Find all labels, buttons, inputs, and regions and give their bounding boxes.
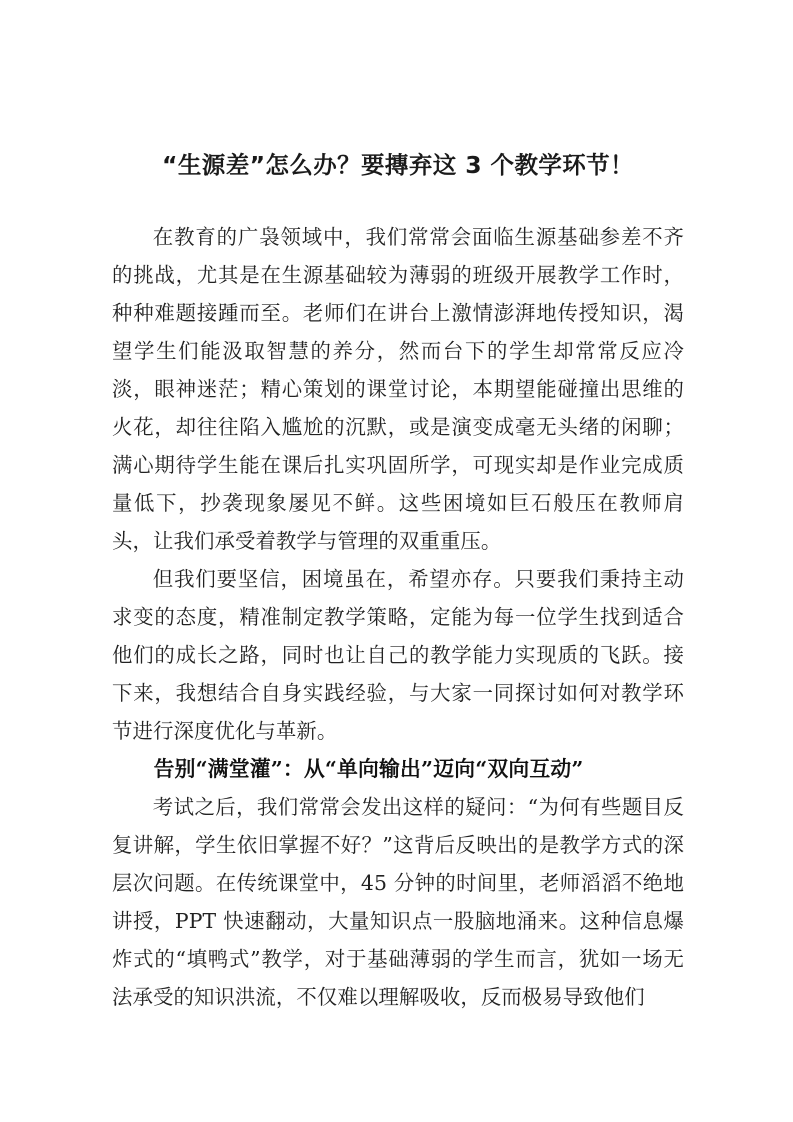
paragraph-3: 考试之后，我们常常会发出这样的疑问：“为何有些题目反复讲解，学生依旧掌握不好？”这背后反映出的是教学方式的深层次问题。在传统课堂中，45 分钟的时间里，老师滔滔不绝地讲授，PPT 快速翻动，大量知识点一股脑地涌来。这种信息爆炸式的“填鸭式”教学，对于基础薄弱的学生而言，犹如一场无法承受的知识洪流，不仅难以理解吸收，反而极易导致他们 [112,795,684,1009]
paragraph-1: 在教育的广袅领域中，我们常常会面临生源基础参差不齐的挑战，尤其是在生源基础较为薄弱的班级开展教学工作时，种种难题接踵而至。老师们在讲台上激情澎湃地传授知识，渴望学生们能汲取智慧的养分，然而台下的学生却常常反应冷淡，眼神迷茫；精心策划的课堂讨论，本期望能碰撞出思维的火花，却往往陷入尴尬的沉默，或是演变成毫无头绪的闲聊；满心期待学生能在课后扎实巩固所学，可现实却是作业完成质量低下，抄袭现象屡见不鲜。这些困境如巨石般压在教师肩头，让我们承受着教学与管理的双重重压。 [112,225,684,553]
page-title: “生源差”怎么办？要摶弃这 3 个教学环节！ [162,151,634,179]
document-body [112,0,684,1016]
section-subheading: 告别“满堂灌”：从“单向输出”迈向“双向互动” [153,756,584,781]
paragraph-2: 但我们要坚信，困境虽在，希望亦存。只要我们秉持主动求变的态度，精准制定教学策略，定能为每一位学生找到适合他们的成长之路，同时也让自己的教学能力实现质的飞跃。接下来，我想结合自身实践经验，与大家一同探讨如何对教学环节进行深度优化与革新。 [112,567,684,743]
